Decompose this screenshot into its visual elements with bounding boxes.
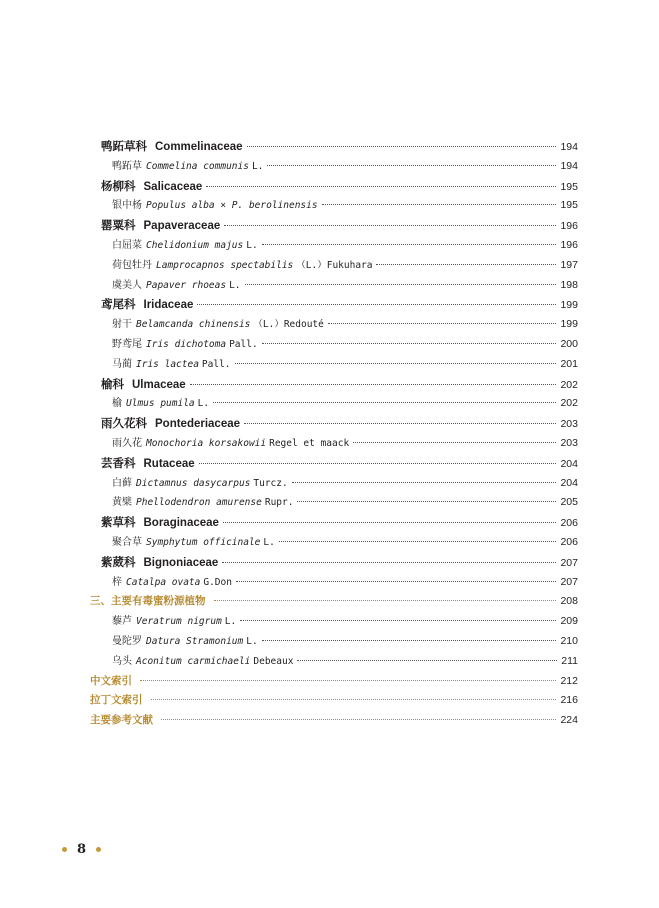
chinese-name: 虞美人 [112,279,142,291]
chinese-name: 梓 [112,576,122,588]
family-latin-name: Iridaceae [143,299,194,312]
toc-species-row[interactable] [90,533,578,553]
toc-species-row[interactable] [90,196,578,216]
dot-leader [222,561,556,563]
toc-entry-label [112,612,236,632]
page-ref: 196 [560,220,578,233]
family-latin-name: Ulmaceae [132,378,186,391]
author-citation: L. [246,239,258,251]
toc-entry-label [112,652,293,672]
dot-leader [199,462,557,464]
toc-entry-label [101,295,193,316]
scientific-name: Veratrum nigrum [136,616,222,628]
chinese-name: 鸭跖草 [112,160,142,172]
dot-leader [262,639,557,641]
toc-entry-label [101,216,220,237]
toc-entry-label [112,493,293,513]
scientific-name: Ulmus pumila [126,398,195,410]
toc-entry-label [112,533,275,553]
chinese-name: 银中杨 [112,200,142,212]
toc-entry-label [101,454,195,475]
scientific-name: Lamprocapnos spectabilis [156,259,294,271]
page-ref: 194 [560,159,578,172]
dot-leader [206,185,556,187]
scientific-name: Iris lactea [136,358,199,370]
author-citation: （L.）Fukuhara [296,259,373,271]
chinese-name: 荷包牡丹 [112,259,152,271]
dot-leader [240,619,556,621]
page-ref: 202 [560,397,578,410]
family-latin-name: Boraginaceae [143,517,219,530]
toc-species-row[interactable] [90,612,578,632]
chinese-name: 芸香科 [101,455,136,470]
dot-leader [292,481,557,483]
table-of-contents [90,137,578,731]
page-ref: 199 [560,318,578,331]
toc-section-row[interactable] [90,691,578,711]
dot-leader [322,203,557,205]
chinese-name: 紫葳科 [101,554,136,569]
footer-dot-right [96,847,101,852]
author-citation: L. [229,279,241,291]
page-ref: 206 [560,535,578,548]
dot-leader [376,263,556,265]
toc-entry-label [90,592,210,612]
page-ref: 196 [560,238,578,251]
family-latin-name: Commelinaceae [155,141,243,153]
toc-section-row[interactable] [90,592,578,612]
toc-entry-label [101,513,219,534]
toc-species-row[interactable] [90,355,578,375]
page-ref: 194 [560,141,578,153]
toc-section-row[interactable] [90,711,578,731]
dot-leader [223,521,557,523]
toc-entry-label [101,177,202,198]
page-ref: 199 [560,299,578,312]
scientific-name: Chelidonium majus [146,239,244,251]
toc-entry-label [90,672,136,692]
chinese-name: 罂粟科 [101,218,136,233]
dot-leader [279,540,557,542]
footer-dot-left [62,847,67,852]
toc-species-row[interactable] [90,652,578,672]
toc-entry-label [90,711,157,731]
toc-entry-label [90,691,147,711]
scientific-name: Phellodendron amurense [136,497,262,509]
chinese-name: 鸢尾科 [101,297,136,312]
chinese-name: 雨久花 [112,437,142,449]
dot-leader [190,383,557,385]
scientific-name: Commelina communis [146,160,249,172]
page-ref: 204 [560,476,578,489]
toc-entry-label [101,375,186,396]
dot-leader [244,422,556,424]
dot-leader [247,145,557,147]
page-ref: 224 [560,714,578,727]
toc-entry-label [112,394,209,414]
toc-species-row[interactable] [90,157,578,177]
dot-leader [197,303,556,305]
chinese-name: 聚合草 [112,536,142,548]
toc-species-row[interactable] [90,394,578,414]
toc-entry-label [112,573,232,593]
author-citation: Pall. [201,358,231,370]
dot-leader [262,243,557,245]
toc-species-row[interactable] [90,434,578,454]
toc-species-row[interactable] [90,474,578,494]
scientific-name: Papaver rhoeas [146,279,227,291]
chinese-name: 藜芦 [112,616,132,628]
page-ref: 202 [560,378,578,391]
toc-species-row[interactable] [90,493,578,513]
page-ref: 204 [560,457,578,470]
page-ref: 207 [560,556,578,569]
page-ref: 212 [560,674,578,687]
scientific-name: Dictamnus dasycarpus [136,477,251,489]
page-ref: 197 [560,258,578,271]
dot-leader [214,599,557,601]
dot-leader [224,224,556,226]
family-latin-name: Bignoniaceae [143,556,219,569]
scientific-name: Iris dichotoma [146,338,227,350]
family-latin-name: Pontederiaceae [155,418,241,431]
page-ref: 207 [560,575,578,588]
toc-entry-label [112,196,318,216]
chinese-name: 榆 [112,398,122,410]
page-ref: 201 [560,357,578,370]
toc-entry-label [112,256,372,276]
author-citation: Debeaux [253,655,294,667]
dot-leader [151,698,557,700]
family-latin-name: Salicaceae [143,180,203,193]
toc-entry-label [112,434,349,454]
dot-leader [262,342,557,344]
author-citation: L. [251,160,264,172]
scientific-name: Catalpa ovata [126,576,201,588]
dot-leader [245,283,557,285]
toc-entry-label [112,355,231,375]
dot-leader [297,500,556,502]
toc-species-row[interactable] [90,236,578,256]
toc-family-row[interactable] [90,454,578,474]
toc-family-row[interactable] [90,177,578,197]
dot-leader [140,679,556,681]
page-ref: 210 [560,634,578,647]
dot-leader [267,164,556,166]
toc-entry-label [112,236,258,256]
scientific-name: Monochoria korsakowii [146,437,267,449]
toc-family-row[interactable] [90,553,578,573]
author-citation: L. [246,635,258,647]
chinese-name: 杨柳科 [101,178,136,193]
toc-entry-label [112,276,241,296]
family-latin-name: Rutaceae [143,457,195,470]
toc-species-row[interactable] [90,335,578,355]
chinese-name: 中文索引 [90,674,132,687]
chinese-name: 乌头 [112,655,132,667]
scientific-name: Belamcanda chinensis [136,319,251,331]
chinese-name: 主要参考文献 [90,714,153,727]
toc-species-row[interactable] [90,256,578,276]
page-ref: 211 [561,654,578,667]
dot-leader [213,401,556,403]
toc-species-row[interactable] [90,573,578,593]
toc-species-row[interactable] [90,632,578,652]
page-footer [62,842,101,857]
dot-leader [235,362,557,364]
chinese-name: 白藓 [112,477,132,489]
page-ref: 208 [560,595,578,608]
chinese-name: 鸭跖草科 [101,139,147,153]
dot-leader [161,718,556,720]
toc-species-row[interactable] [90,315,578,335]
chinese-name: 雨久花科 [101,416,147,431]
toc-entry-label [112,335,258,355]
scientific-name: Symphytum officinale [146,536,261,548]
chinese-name: 紫草科 [101,515,136,530]
chinese-name: 马蔺 [112,358,132,370]
chinese-name: 白屈菜 [112,239,142,251]
page-ref: 195 [560,180,578,193]
author-citation: L. [197,398,210,410]
chinese-name: 榆科 [101,376,124,391]
chinese-name: 野鸢尾 [112,338,142,350]
toc-section-row[interactable] [90,672,578,692]
page-ref: 206 [560,517,578,530]
toc-entry-label [112,474,288,494]
author-citation: L. [263,536,275,548]
toc-family-row[interactable] [90,513,578,533]
page-number: 8 [77,842,87,857]
page-ref: 195 [560,199,578,212]
chinese-name: 射干 [112,319,132,331]
page-ref: 203 [560,436,578,449]
author-citation: Regel et maack [269,437,350,449]
toc-entry-label [101,137,243,158]
page-ref: 205 [560,496,578,509]
dot-leader [328,322,557,324]
toc-family-row[interactable] [90,414,578,434]
scientific-name: Aconitum carmichaeli [136,655,251,667]
chinese-name: 黄檗 [112,497,132,509]
chinese-name: 曼陀罗 [112,635,142,647]
author-citation: Pall. [229,338,258,350]
page-ref: 198 [560,278,578,291]
author-citation: L. [224,616,237,628]
toc-family-row[interactable] [90,295,578,315]
toc-entry-label [112,632,258,652]
author-citation: Turcz. [253,477,288,489]
toc-species-row[interactable] [90,276,578,296]
page-ref: 200 [560,337,578,350]
author-citation: Rupr. [264,497,294,509]
toc-entry-label [101,553,218,574]
dot-leader [353,441,556,443]
dot-leader [236,580,557,582]
toc-entry-label [101,414,240,435]
dot-leader [297,659,557,661]
page-ref: 203 [560,418,578,431]
scientific-name: Populus alba × P. berolinensis [146,200,318,212]
toc-family-row[interactable] [90,137,578,157]
author-citation: G.Don [203,576,232,588]
chinese-name: 拉丁文索引 [90,694,143,707]
chinese-name: 三、主要有毒蜜粉源植物 [90,595,206,608]
author-citation: （L.）Redouté [253,319,324,331]
toc-entry-label [112,157,263,177]
toc-family-row[interactable] [90,375,578,395]
scientific-name: Datura Stramonium [146,635,244,647]
toc-entry-label [112,315,324,335]
toc-family-row[interactable] [90,216,578,236]
family-latin-name: Papaveraceae [143,220,221,233]
page-ref: 209 [560,615,578,628]
page-ref: 216 [560,694,578,707]
